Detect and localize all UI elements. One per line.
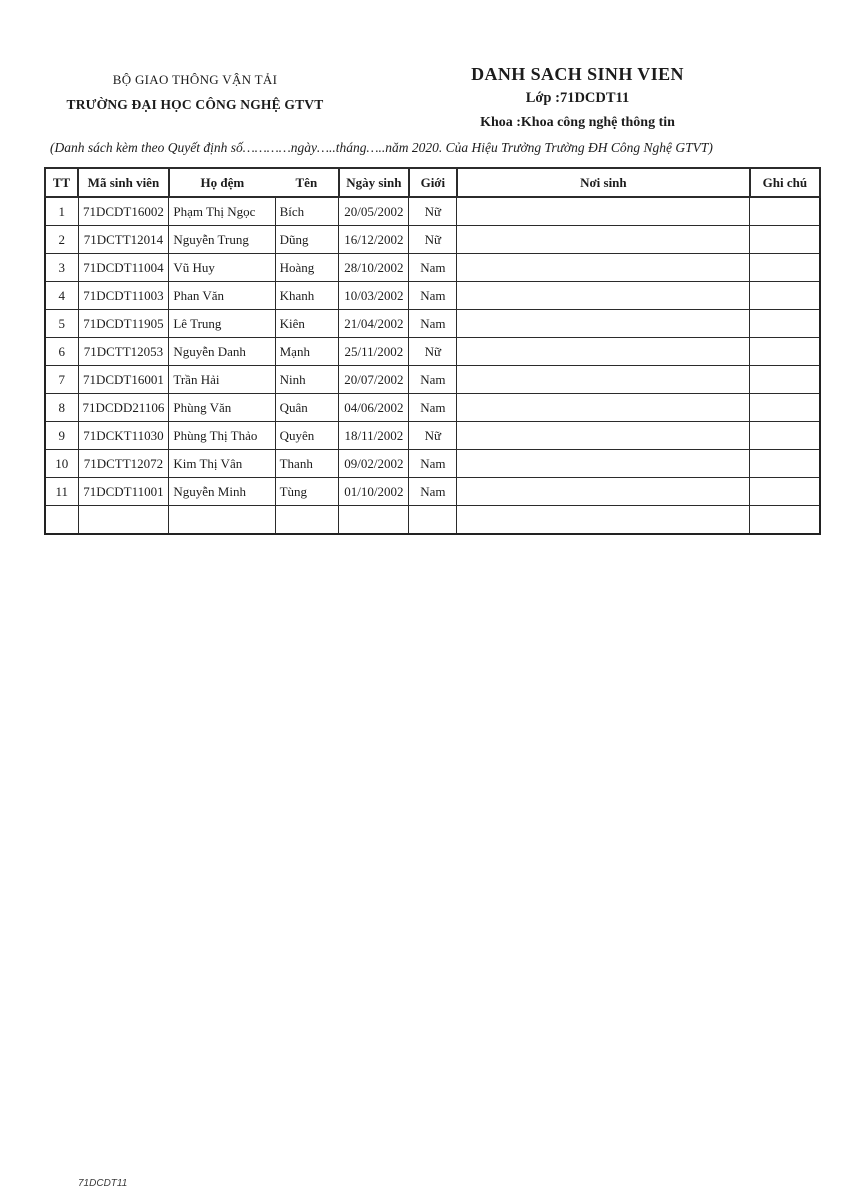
cell-first-name: Thanh xyxy=(275,450,339,478)
cell-gender xyxy=(409,506,457,535)
cell-first-name: Quyên xyxy=(275,422,339,450)
issuing-authority-block xyxy=(40,64,350,131)
table-row xyxy=(45,394,820,422)
cell-first-name: Tùng xyxy=(275,478,339,506)
table-row xyxy=(45,282,820,310)
cell-dob: 10/03/2002 xyxy=(339,282,409,310)
cell-last-name: Kim Thị Vân xyxy=(169,450,275,478)
name-header-split xyxy=(170,175,338,191)
cell-dob: 16/12/2002 xyxy=(339,226,409,254)
cell-tt: 2 xyxy=(45,226,78,254)
cell-birthplace xyxy=(457,338,750,366)
cell-student-id: 71DCDT11003 xyxy=(78,282,169,310)
cell-last-name: Phạm Thị Ngọc xyxy=(169,197,275,226)
student-table-header xyxy=(45,168,820,197)
cell-first-name: Khanh xyxy=(275,282,339,310)
title-block xyxy=(425,64,730,131)
cell-dob xyxy=(339,506,409,535)
col-header-name xyxy=(169,168,339,197)
cell-tt: 1 xyxy=(45,197,78,226)
cell-tt: 8 xyxy=(45,394,78,422)
cell-last-name: Lê Trung xyxy=(169,310,275,338)
cell-gender: Nữ xyxy=(409,197,457,226)
cell-first-name: Mạnh xyxy=(275,338,339,366)
cell-note xyxy=(750,254,820,282)
cell-note xyxy=(750,422,820,450)
cell-gender: Nam xyxy=(409,282,457,310)
cell-note xyxy=(750,310,820,338)
table-row xyxy=(45,338,820,366)
cell-last-name: Phùng Thị Thảo xyxy=(169,422,275,450)
student-table-body xyxy=(45,197,820,534)
cell-student-id: 71DCDT16001 xyxy=(78,366,169,394)
table-row xyxy=(45,506,820,535)
cell-tt: 4 xyxy=(45,282,78,310)
cell-gender: Nam xyxy=(409,450,457,478)
cell-student-id: 71DCDT16002 xyxy=(78,197,169,226)
cell-note xyxy=(750,506,820,535)
cell-first-name: Dũng xyxy=(275,226,339,254)
cell-dob: 04/06/2002 xyxy=(339,394,409,422)
page-footer-class-code: 71DCDT11 xyxy=(78,1178,128,1189)
table-row xyxy=(45,422,820,450)
cell-birthplace xyxy=(457,366,750,394)
cell-student-id: 71DCKT11030 xyxy=(78,422,169,450)
cell-tt: 10 xyxy=(45,450,78,478)
cell-first-name xyxy=(275,506,339,535)
cell-gender: Nữ xyxy=(409,422,457,450)
cell-gender: Nam xyxy=(409,310,457,338)
cell-gender: Nữ xyxy=(409,226,457,254)
cell-student-id: 71DCTT12053 xyxy=(78,338,169,366)
cell-dob: 09/02/2002 xyxy=(339,450,409,478)
header-row xyxy=(45,168,820,197)
col-header-last-name: Họ đệm xyxy=(200,174,245,190)
cell-first-name: Kiên xyxy=(275,310,339,338)
cell-last-name: Nguyễn Danh xyxy=(169,338,275,366)
cell-first-name: Hoàng xyxy=(275,254,339,282)
cell-birthplace xyxy=(457,478,750,506)
cell-student-id: 71DCDT11001 xyxy=(78,478,169,506)
col-header-dob: Ngày sinh xyxy=(339,168,409,197)
cell-note xyxy=(750,478,820,506)
cell-birthplace xyxy=(457,506,750,535)
table-row xyxy=(45,226,820,254)
cell-last-name: Nguyễn Minh xyxy=(169,478,275,506)
cell-tt: 5 xyxy=(45,310,78,338)
col-header-birthplace: Nơi sinh xyxy=(457,168,750,197)
cell-student-id: 71DCTT12014 xyxy=(78,226,169,254)
col-header-note: Ghi chú xyxy=(750,168,820,197)
col-header-student-id: Mã sinh viên xyxy=(78,168,169,197)
cell-gender: Nam xyxy=(409,394,457,422)
cell-note xyxy=(750,338,820,366)
cell-tt xyxy=(45,506,78,535)
cell-dob: 01/10/2002 xyxy=(339,478,409,506)
cell-gender: Nam xyxy=(409,478,457,506)
student-table xyxy=(44,167,821,535)
table-row xyxy=(45,366,820,394)
table-row xyxy=(45,254,820,282)
col-header-gender: Giới xyxy=(409,168,457,197)
cell-last-name: Phùng Văn xyxy=(169,394,275,422)
cell-birthplace xyxy=(457,282,750,310)
cell-student-id: 71DCDT11004 xyxy=(78,254,169,282)
cell-note xyxy=(750,282,820,310)
cell-birthplace xyxy=(457,310,750,338)
cell-student-id: 71DCDD21106 xyxy=(78,394,169,422)
table-row xyxy=(45,310,820,338)
class-label: Lớp :71DCDT11 xyxy=(525,90,630,106)
table-row xyxy=(45,197,820,226)
cell-student-id: 71DCDT11905 xyxy=(78,310,169,338)
cell-gender: Nữ xyxy=(409,338,457,366)
cell-last-name xyxy=(169,506,275,535)
cell-note xyxy=(750,226,820,254)
cell-dob: 28/10/2002 xyxy=(339,254,409,282)
cell-gender: Nam xyxy=(409,366,457,394)
table-row xyxy=(45,478,820,506)
table-row xyxy=(45,450,820,478)
cell-gender: Nam xyxy=(409,254,457,282)
cell-student-id: 71DCTT12072 xyxy=(78,450,169,478)
cell-first-name: Bích xyxy=(275,197,339,226)
col-header-tt: TT xyxy=(45,168,78,197)
document-title: DANH SACH SINH VIEN xyxy=(471,64,684,84)
cell-birthplace xyxy=(457,254,750,282)
cell-last-name: Trần Hải xyxy=(169,366,275,394)
university-name: TRƯỜNG ĐẠI HỌC CÔNG NGHỆ GTVT xyxy=(66,97,324,112)
cell-birthplace xyxy=(457,226,750,254)
cell-first-name: Ninh xyxy=(275,366,339,394)
cell-student-id xyxy=(78,506,169,535)
decision-note: (Danh sách kèm theo Quyết định số…………ngày…..tháng…..năm 2020. Của Hiệu Trưởng Trường ĐH Công Nghệ GTVT) xyxy=(50,140,713,155)
cell-birthplace xyxy=(457,422,750,450)
cell-tt: 3 xyxy=(45,254,78,282)
ministry-name: BỘ GIAO THÔNG VẬN TẢI xyxy=(112,72,278,87)
cell-birthplace xyxy=(457,197,750,226)
col-header-first-name: Tên xyxy=(295,174,318,190)
cell-dob: 18/11/2002 xyxy=(339,422,409,450)
cell-last-name: Vũ Huy xyxy=(169,254,275,282)
cell-tt: 11 xyxy=(45,478,78,506)
cell-dob: 25/11/2002 xyxy=(339,338,409,366)
cell-dob: 21/04/2002 xyxy=(339,310,409,338)
cell-tt: 6 xyxy=(45,338,78,366)
cell-first-name: Quân xyxy=(275,394,339,422)
cell-birthplace xyxy=(457,394,750,422)
cell-birthplace xyxy=(457,450,750,478)
cell-last-name: Phan Văn xyxy=(169,282,275,310)
faculty-label: Khoa :Khoa công nghệ thông tin xyxy=(480,115,675,130)
cell-note xyxy=(750,394,820,422)
cell-note xyxy=(750,197,820,226)
document-header xyxy=(0,0,849,131)
cell-dob: 20/07/2002 xyxy=(339,366,409,394)
cell-dob: 20/05/2002 xyxy=(339,197,409,226)
cell-note xyxy=(750,366,820,394)
cell-tt: 7 xyxy=(45,366,78,394)
cell-note xyxy=(750,450,820,478)
cell-tt: 9 xyxy=(45,422,78,450)
cell-last-name: Nguyễn Trung xyxy=(169,226,275,254)
